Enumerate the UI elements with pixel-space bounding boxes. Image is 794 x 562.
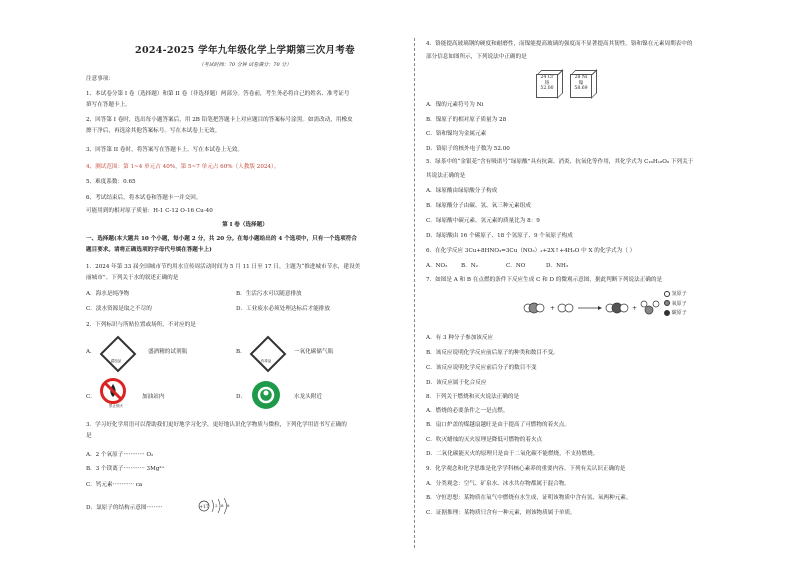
q6-option-a[interactable]: A．NO₃ xyxy=(426,263,448,269)
nickel-element-card: 28 Ni 镍 58.69 xyxy=(570,74,592,98)
q4-stem: 4．铬能提高玻璃钢的硬度和耐磨性，而镍能提高玻璃的强度而不显著提高其韧性。铬和镍在元素周期表中的 xyxy=(426,41,693,47)
q8-option-c[interactable]: C．吹灭蜡烛的灭火原理是降低可燃物的着火点 xyxy=(426,437,543,443)
q2-option-c-text: 加油站内 xyxy=(142,394,165,400)
q7-option-d[interactable]: D．该反应属于化合反应 xyxy=(426,380,487,386)
q2-option-c-label[interactable]: C． xyxy=(86,394,96,400)
atom-structure-icon xyxy=(196,496,236,516)
water-saving-sign-icon xyxy=(252,381,284,413)
corrosive-sign-icon: 腐蚀品 xyxy=(100,336,132,368)
q1-option-c[interactable]: C．淡水资源是取之不尽的 xyxy=(86,306,152,312)
q4-option-b[interactable]: B．镍原子的相对原子质量为 28 xyxy=(426,117,507,123)
no-fire-sign-icon: 禁止烟火 xyxy=(100,378,132,410)
note-line: 1、本试卷分第 I 卷（选择题）和第 II 卷（非选择题）两部分。答卷前，考生务必将自己的姓名、准考证号 xyxy=(86,91,350,97)
notes-heading: 注意事项： xyxy=(86,76,114,82)
svg-text:8: 8 xyxy=(221,503,224,508)
q2-option-d-text: 水龙头附近 xyxy=(294,394,322,400)
q1-stem: 1．2024 年第 33 届全国城市节约用水宣传周活动时间为 5 月 11 日至 17 日，主题为“推进城市节水，建设美 xyxy=(86,264,361,270)
q2-option-b-label[interactable]: B． xyxy=(236,349,246,355)
atomic-masses: 可能用到的相对原子质量：H-1 C-12 O-16 Cu-40 xyxy=(86,208,213,214)
q2-option-b-text: 一氧化碳储气瓶 xyxy=(294,349,334,355)
q5-stem: 其说法正确的是 xyxy=(426,173,466,179)
q8-option-a[interactable]: A．燃烧的必要条件之一是点燃。 xyxy=(426,408,509,414)
q1-option-a[interactable]: A．海水是纯净物 xyxy=(86,291,130,297)
svg-text:2: 2 xyxy=(215,503,218,508)
q9-option-c[interactable]: C．证据推理：某物质只含有一种元素，则该物质属于单质。 xyxy=(426,510,576,516)
toxic-sign-icon: 有毒品 xyxy=(250,336,282,368)
chromium-element-card: 24 Cr 铬 52.00 xyxy=(536,74,558,98)
q3-option-c[interactable]: C．钙元素············ ca xyxy=(86,482,143,488)
q4-option-a[interactable]: A．镍的元素符号为 Ni xyxy=(426,102,484,108)
q6-option-b[interactable]: B．N₂ xyxy=(461,263,478,269)
q6-option-c[interactable]: C．NO xyxy=(506,263,526,269)
legend-hydrogen: 氢原子 xyxy=(671,291,687,297)
legend-oxygen: 氧原子 xyxy=(671,300,687,307)
q4-option-d[interactable]: D．铬原子的核外电子数为 52.00 xyxy=(426,146,510,152)
q5-option-c[interactable]: C．绿原酸中碳元素、氢元素的质量比为 8：9 xyxy=(426,218,540,224)
q3-option-d[interactable]: D．氯原子的结构示意图········· xyxy=(86,505,163,511)
note-line: 3、回答第 II 卷时，将答案写在答题卡上。写在本试卷上无效。 xyxy=(86,147,243,153)
section-title: 第 I 卷（选择题） xyxy=(222,222,268,228)
q9-stem: 9．化学观念和化学思维是化学学科核心素养的重要内容。下列有关认识正确的是 xyxy=(426,466,626,472)
q1-option-d[interactable]: D．工业废水必须处理达标后才能排放 xyxy=(236,306,330,312)
svg-text:+: + xyxy=(632,305,638,312)
q8-option-d[interactable]: D．二氧化碳能灭火的原理只是由于二氧化碳不能燃烧，不支持燃烧。 xyxy=(426,451,599,457)
part1-instruction: 一、选择题(本大题共 10 个小题，每小题 2 分，共 20 分。在每小题给出的 4 个选项中，只有一个选项符合 xyxy=(86,236,357,242)
legend xyxy=(664,290,687,319)
right-column xyxy=(426,0,726,562)
q3-stem: 3．学习好化学用语可以帮助我们更好地学习化学，更好地认识化学物质与微粒，下列化学用语书写正确的 xyxy=(86,422,347,428)
q7-option-c[interactable]: C．该反应说明化学反应前后分子的数目不变 xyxy=(426,365,537,371)
q3-option-b[interactable]: B．3 个镁离子············ 3Mg²⁺ xyxy=(86,466,165,472)
q9-option-a[interactable]: A．分类观念：空气、矿泉水、冰水共存物都属于混合物。 xyxy=(426,481,570,487)
svg-text:+17: +17 xyxy=(199,505,209,510)
q1-option-b[interactable]: B．生活污水可以随意排放 xyxy=(236,291,302,297)
svg-text:+: + xyxy=(550,305,556,312)
part1-instruction: 题目要求。请将正确选项的字母代号填在答题卡上) xyxy=(86,247,212,253)
note-line: 填写在答题卡上。 xyxy=(86,102,131,108)
left-column xyxy=(86,0,404,562)
q9-option-b[interactable]: B．守恒思想：某物质在氧气中燃烧有水生成，证明该物质中含有氢、氧两种元素。 xyxy=(426,495,632,501)
note-line: 5、难度系数：0.65 xyxy=(86,179,136,185)
q2-option-d-label[interactable]: D． xyxy=(236,394,247,400)
q6-stem: 6．在化学反应 3Cu+8HNO₃=3Cu（NO₃）₂+2X↑+4H₂O 中 X 的化学式为（ ） xyxy=(426,248,636,254)
legend-carbon: 碳原子 xyxy=(671,310,687,316)
q4-stem: 部分信息如图所示，下列说法中正确的是 xyxy=(426,54,527,60)
exam-subtitle: （考试时间：70 分钟 试卷满分：70 分） xyxy=(198,62,292,68)
q3-stem: 是 xyxy=(86,433,92,439)
q5-option-d[interactable]: D．绿原酸由 16 个碳原子、18 个氢原子、9 个氧原子构成 xyxy=(426,233,573,239)
q8-option-b[interactable]: B．扇口炉盖的煤越扇越旺是由于提高了可燃物的着火点。 xyxy=(426,422,570,428)
q2-stem: 2．下列标识与所贴位置或场所，不对应的是 xyxy=(86,322,196,328)
svg-text:8: 8 xyxy=(227,503,230,508)
reaction-diagram xyxy=(506,290,676,330)
exam-title: 2024-2025 学年九年级化学上学期第三次月考卷 xyxy=(135,45,355,56)
note-line: 擦干净后，再选涂其他答案标号。写在本试卷上无效。 xyxy=(86,128,221,134)
q5-stem: 5．绿茶中的“金银花”含有吸诺号“绿原酸”具有抗菌、消炎、抗氧化等作用，其化学式为 C₁₆H₁₈O₉ 下列关于 xyxy=(426,159,694,165)
q5-option-b[interactable]: B．绿原酸分子由碳、氢、氧三种元素组成 xyxy=(426,203,531,209)
q7-stem: 7．如图是 A 和 B 在点燃的条件下反应生成 C 和 D 的微观示意图，据此判断下列说法正确的是 xyxy=(426,277,663,283)
column-divider xyxy=(414,38,415,548)
q2-option-a-label[interactable]: A． xyxy=(86,349,96,355)
q1-stem: 丽城市”。下列关于水的叙述正确的是 xyxy=(86,275,179,281)
q5-option-a[interactable]: A．绿原酸由绿原酸分子构成 xyxy=(426,188,498,194)
q6-option-d[interactable]: D．NH₃ xyxy=(546,263,569,269)
q3-option-a[interactable]: A．2 个氧原子············ O₂ xyxy=(86,452,154,458)
note-line: 2、回答第 I 卷时，选出每小题答案后，用 2B 铅笔把答题卡上对应题目的答案标号涂黑。如需改动，用橡皮 xyxy=(86,117,353,123)
note-line: 6、考试结束后，将本试卷和答题卡一并交回。 xyxy=(86,195,202,201)
q8-stem: 8．下列关于燃烧和灭火说法正确的是 xyxy=(426,394,520,400)
q4-option-c[interactable]: C．铬和镍均为金属元素 xyxy=(426,131,487,137)
q7-option-b[interactable]: B．该反应说明化学反应前后原子的种类和数目不变。 xyxy=(426,350,559,356)
note-line-scope: 4、测试范围：第 1~4 单元占 40%，第 5~7 单元占 60%（人教版 2024）。 xyxy=(86,164,280,170)
q7-option-a[interactable]: A．有 3 种分子参加该反应 xyxy=(426,335,494,341)
q2-option-a-text: 盛酒精的试剂瓶 xyxy=(148,349,188,355)
